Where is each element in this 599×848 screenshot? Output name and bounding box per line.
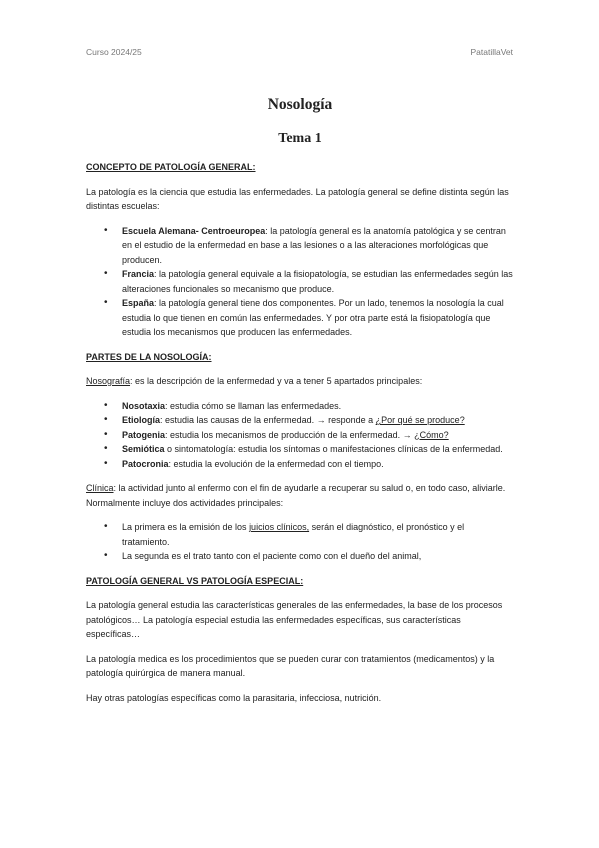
section-heading-concepto: CONCEPTO DE PATOLOGÍA GENERAL: <box>86 162 256 172</box>
page-header <box>86 47 513 57</box>
list-item: • Semiótica o sintomatología: estudia los síntomas o manifestaciones clínicas de la enfermedad. <box>122 442 514 457</box>
clinica-paragraph: Clínica: la actividad junto al enfermo con el fin de ayudarle a recuperar su salud o, en todo caso, aliviarle. Normalmente incluye dos actividades principales: <box>86 483 506 508</box>
list-item: • La primera es la emisión de los juicios clínicos, serán el diagnóstico, el pronóstico y el tratamiento. <box>122 520 514 549</box>
list-item: • La segunda es el trato tanto con el paciente como con el dueño del animal, <box>122 549 514 564</box>
list-item: • Etiología: estudia las causas de la enfermedad. → responde a ¿Por qué se produce? <box>122 413 514 428</box>
question-link: ¿Cómo? <box>414 429 449 440</box>
list-item: • Escuela Alemana- Centroeuropea: la patología general es la anatomía patológica y se centran en el estudio de la enfermedad en base a las lesiones o a las alteraciones morfológicas que producen. <box>122 224 514 268</box>
header-course: Curso 2024/25 <box>86 47 142 57</box>
apartados-list <box>86 399 514 472</box>
section-heading-partes: PARTES DE LA NOSOLOGÍA: <box>86 351 212 362</box>
escuelas-list <box>86 224 514 340</box>
list-item: • Francia: la patología general equivale a la fisiopatología, se estudian las enfermedades según las alteraciones funcionales so mecanismo que produce. <box>122 267 514 296</box>
nosografia-paragraph: Nosografía: es la descripción de la enfermedad y va a tener 5 apartados principales: <box>86 376 423 386</box>
question-link: ¿Por qué se produce? <box>375 415 465 425</box>
concepto-intro: La patología es la ciencia que estudia las enfermedades. La patología general se define distinta según las distintas escuelas: <box>86 186 509 211</box>
section-heading-general-vs-especial: PATOLOGÍA GENERAL VS PATOLOGÍA ESPECIAL: <box>86 575 304 586</box>
list-item: • Nosotaxia: estudia cómo se llaman las enfermedades. <box>122 399 514 414</box>
header-author: PatatillaVet <box>470 47 513 57</box>
actividades-list <box>86 520 514 564</box>
list-item: • España: la patología general tiene dos componentes. Por un lado, tenemos la nosología la cual estudia lo que tienen en común las enfermedades. Y por otra parte está la fisiopatología que estudia los mecanismos que producen las enfermedades. <box>122 296 514 340</box>
list-item: • Patogenia: estudia los mecanismos de producción de la enfermedad. → ¿Cómo? <box>122 428 514 443</box>
paragraph: Hay otras patologías específicas como la parasitaria, infecciosa, nutrición. <box>86 692 382 703</box>
paragraph: La patología general estudia las características generales de las enfermedades, la base de los procesos patológicos… La patología especial estudia las enfermedades específicas, sus características específicas… <box>86 600 503 639</box>
list-item: • Patocronia: estudia la evolución de la enfermedad con el tiempo. <box>122 457 514 472</box>
paragraph: La patología medica es los procedimientos que se pueden curar con tratamientos (medicamentos) y la patología quirúrgica de manera manual. <box>86 653 495 678</box>
document-body <box>86 96 514 705</box>
document-subtitle: Tema 1 <box>278 131 322 146</box>
document-title: Nosología <box>267 96 333 113</box>
